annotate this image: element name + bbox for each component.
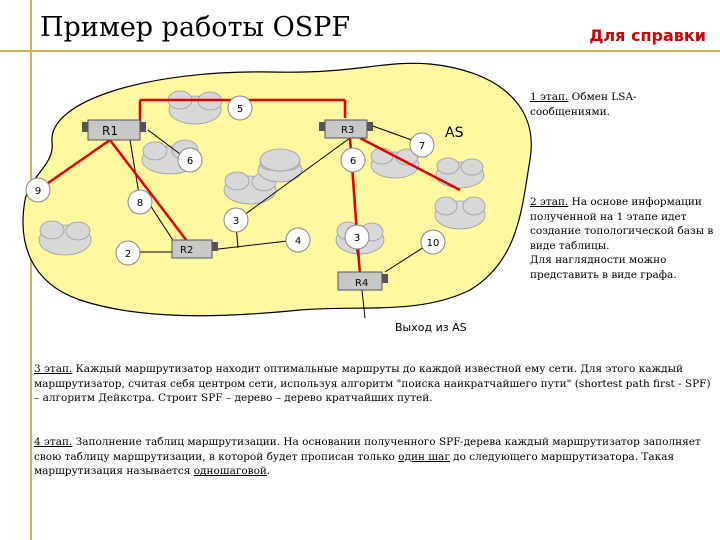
step-3-label: 3 этап. (34, 363, 73, 375)
step-1-label: 1 этап. (530, 91, 569, 103)
frame-horizontal-line (0, 50, 720, 52)
step-2-text2: Для наглядности можно представить в виде графа. (530, 254, 677, 281)
router-r4-label: R4 (355, 278, 369, 289)
svg-text:8: 8 (136, 198, 144, 209)
router-r4 (338, 272, 388, 290)
svg-text:6: 6 (349, 156, 357, 167)
step-2-label: 2 этап. (530, 196, 569, 208)
router-r3-label: R3 (341, 125, 355, 136)
cloud-9 (39, 221, 91, 255)
step-2 (530, 195, 715, 282)
router-r1-label: R1 (102, 124, 118, 138)
svg-text:4: 4 (294, 236, 302, 247)
router-r3 (319, 120, 373, 138)
svg-text:2: 2 (124, 249, 132, 260)
svg-text:10: 10 (426, 238, 440, 249)
step-1-text: Обмен LSA-сообщениями. (530, 91, 637, 118)
step-3 (34, 362, 714, 406)
cloud-1 (168, 91, 222, 124)
step-4 (34, 435, 714, 479)
cloud-7 (436, 158, 484, 188)
router-r2 (172, 240, 218, 258)
router-r1 (82, 120, 146, 140)
as-label: AS (445, 125, 464, 141)
cloud-5 (260, 149, 300, 171)
svg-text:3: 3 (353, 233, 361, 244)
step-4-text-c: . (266, 465, 271, 477)
svg-text:7: 7 (418, 141, 426, 152)
exit-as-label: Выход из AS (395, 321, 467, 334)
step-4-text-a: Заполнение таблиц маршрутизации. На основании полученного SPF-дерева каждый маршрутизатор заполняет свою таблицу маршрутизации, в которой будет прописан только (34, 436, 701, 463)
svg-text:9: 9 (34, 186, 42, 197)
step-2-text: На основе информации полученной на 1 этапе идет создание топологической базы в виде таблицы. (530, 196, 714, 252)
svg-text:5: 5 (236, 104, 244, 115)
cloud-8 (435, 197, 485, 229)
svg-text:6: 6 (186, 156, 194, 167)
step-4-text-b: до следующего маршрутизатора. Такая маршрутизация называется (34, 450, 675, 477)
step-4-one-hop: один шаг (398, 450, 450, 463)
router-r2-label: R2 (180, 245, 194, 256)
reference-label: Для справки (589, 26, 706, 45)
step-1 (530, 90, 680, 119)
step-4-single-hop: одношаговой (193, 465, 267, 477)
step-3-text: Каждый маршрутизатор находит оптимальные маршруты до каждой известной ему сети. Для этого каждый маршрутизатор, считая себя центром сети, используя алгоритм "поиска наикратчайшего пути" (shortest path first - SPF) – алгоритм Дейкстра. Строит SPF – дерево – дерево кратчайших путей. (34, 363, 711, 404)
svg-text:3: 3 (232, 216, 240, 227)
page-title: Пример работы OSPF (40, 12, 351, 43)
cloud-6 (371, 148, 419, 178)
step-4-label: 4 этап. (34, 436, 73, 448)
